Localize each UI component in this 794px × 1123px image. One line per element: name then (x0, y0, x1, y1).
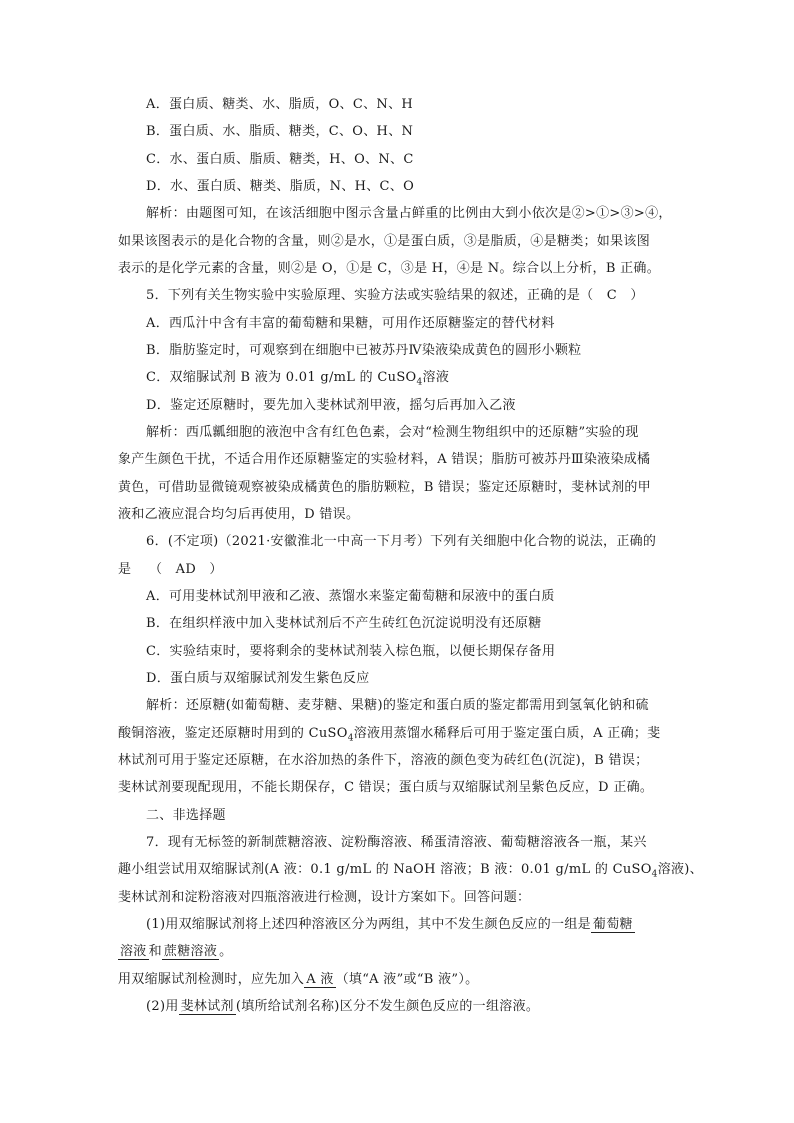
q6-analysis-line: 酸铜溶液，鉴定还原糖时用到的 CuSO$_4$溶液用蒸馏水稀释后可用于鉴定蛋白质，A 正确；斐 (118, 726, 661, 744)
q4-option-a: A．蛋白质、糖类、水、脂质，O、C、N、H (146, 97, 414, 112)
q7-part2: (2)用 斐林试剂 (填所给试剂名称)区分不发生颜色反应的一组溶液。 (146, 999, 540, 1014)
answer-blank: 葡萄糖 (592, 917, 633, 932)
q5-option-c: C．双缩脲试剂 B 液为 0.01 g/mL 的 CuSO$_4$溶液 (146, 370, 450, 388)
q5-stem: 5．下列有关生物实验中实验原理、实验方法或实验结果的叙述，正确的是（ C ） (146, 288, 644, 303)
q6-analysis-line: 斐林试剂要现配现用，不能长期保存，C 错误；蛋白质与双缩脲试剂呈紫色反应，D 正确。 (118, 780, 654, 795)
q6-option-c: C．实验结束时，要将剩余的斐林试剂装入棕色瓶，以便长期保存备用 (146, 644, 556, 659)
q6-stem: 6．(不定项)（2021·安徽淮北一中高一下月考）下列有关细胞中化合物的说法，正确的 (146, 534, 657, 549)
answer-blank: A 液 (306, 972, 334, 987)
section-heading: 二、非选择题 (146, 808, 226, 823)
q6-option-d: D．蛋白质与双缩脲试剂发生紫色反应 (146, 671, 370, 686)
q5-option-b: B．脂肪鉴定时，可观察到在细胞中已被苏丹Ⅳ染液染成黄色的圆形小颗粒 (146, 343, 582, 358)
q5-option-d: D．鉴定还原糖时，要先加入斐林试剂甲液，摇匀后再加入乙液 (146, 398, 516, 413)
q4-option-b: B．蛋白质、水、脂质、糖类，C、O、H、N (146, 124, 414, 139)
q7-part1-cont: 溶液 和 蔗糖溶液 。 (120, 944, 233, 959)
q6-analysis-line: 解析：还原糖(如葡萄糖、麦芽糖、果糖)的鉴定和蛋白质的鉴定都需用到氢氧化钠和硫 (146, 698, 649, 713)
q7-stem-cont: 趣小组尝试用双缩脲试剂(A 液：0.1 g/mL 的 NaOH 溶液；B 液：0.01 g/mL 的 CuSO$_4$溶液)、 (118, 862, 703, 880)
q5-analysis-line: 液和乙液应混合均匀后再使用，D 错误。 (118, 507, 360, 522)
q5-analysis-line: 解析：西瓜瓤细胞的液泡中含有红色色素，会对“检测生物组织中的还原糖”实验的现 (146, 425, 639, 440)
q7-part1: (1)用双缩脲试剂将上述四种溶液区分为两组，其中不发生颜色反应的一组是 葡萄糖 (146, 917, 633, 932)
q6-stem-cont: 是 （ AD ） (118, 562, 223, 577)
q5-analysis-line: 黄色，可借助显微镜观察被染成橘黄色的脂肪颗粒，B 错误；鉴定还原糖时，斐林试剂的甲 (118, 480, 651, 495)
q4-analysis-line: 如果该图表示的是化合物的含量，则②是水，①是蛋白质，③是脂质，④是糖类；如果该图 (118, 234, 651, 249)
q7-stem: 7．现有无标签的新制蔗糖溶液、淀粉酶溶液、稀蛋清溶液、葡萄糖溶液各一瓶，某兴 (146, 835, 647, 850)
q7-stem-cont: 斐林试剂和淀粉溶液对四瓶溶液进行检测，设计方案如下。回答问题： (118, 890, 531, 905)
answer-blank: 斐林试剂 (180, 999, 234, 1014)
answer-blank: 溶液 (120, 944, 147, 959)
q4-option-d: D．水、蛋白质、糖类、脂质，N、H、C、O (146, 179, 415, 194)
answer-blank: 蔗糖溶液 (163, 944, 218, 959)
q4-analysis-line: 表示的是化学元素的含量，则②是 O，①是 C，③是 H，④是 N。综合以上分析，B 正确。 (118, 261, 661, 276)
q5-analysis-line: 象产生颜色干扰，不适合用作还原糖鉴定的实验材料，A 错误；脂肪可被苏丹Ⅲ染液染成橘 (118, 452, 651, 467)
q6-option-b: B．在组织样液中加入斐林试剂后不产生砖红色沉淀说明没有还原糖 (146, 616, 542, 631)
q6-analysis-line: 林试剂可用于鉴定还原糖，在水浴加热的条件下，溶液的颜色变为砖红色(沉淀)，B 错误； (118, 753, 649, 768)
q5-option-a: A．西瓜汁中含有丰富的葡萄糖和果糖，可用作还原糖鉴定的替代材料 (146, 316, 555, 331)
q4-analysis-line: 解析：由题图可知，在该活细胞中图示含量占鲜重的比例由大到小依次是②>①>③>④， (146, 206, 672, 221)
q6-option-a: A．可用斐林试剂甲液和乙液、蒸馏水来鉴定葡萄糖和尿液中的蛋白质 (146, 589, 555, 604)
q7-part1-instr: 用双缩脲试剂检测时，应先加入 A 液 （填“A 液”或“B 液”）。 (118, 972, 479, 987)
q4-option-c: C．水、蛋白质、脂质、糖类，H、O、N、C (146, 152, 414, 167)
